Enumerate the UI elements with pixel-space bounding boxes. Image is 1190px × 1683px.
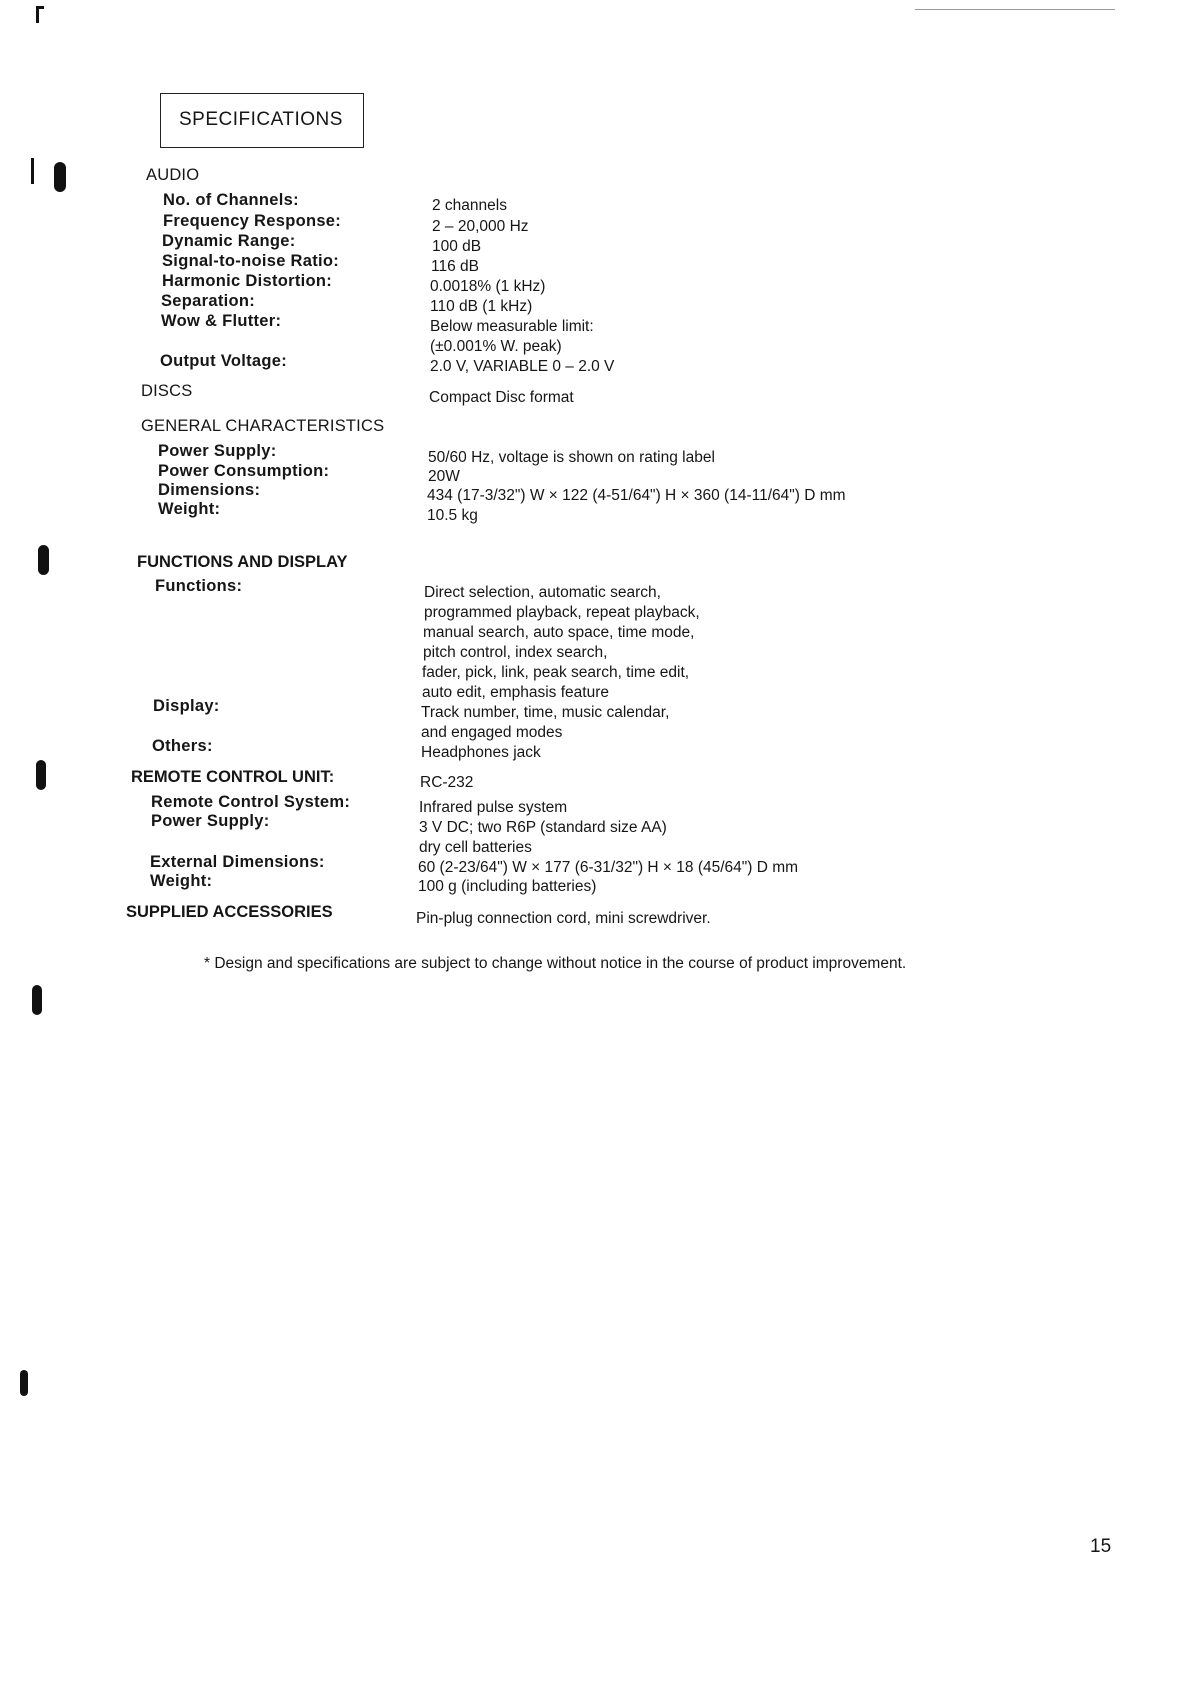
footnote: * Design and specifications are subject to change without notice in the course of product improvement.: [204, 955, 907, 972]
value-functions-line4: pitch control, index search,: [423, 644, 608, 661]
value-frequency: 2 – 20,000 Hz: [432, 218, 529, 235]
value-remote-model: RC-232: [420, 774, 474, 791]
label-remote-power: Power Supply:: [151, 812, 270, 830]
value-remote-system: Infrared pulse system: [419, 799, 568, 816]
label-dynamic: Dynamic Range:: [162, 232, 296, 250]
value-output: 2.0 V, VARIABLE 0 – 2.0 V: [430, 358, 615, 375]
value-functions-line3: manual search, auto space, time mode,: [423, 624, 695, 641]
value-display-line1: Track number, time, music calendar,: [421, 704, 670, 721]
value-accessories: Pin-plug connection cord, mini screwdriver.: [416, 910, 711, 927]
label-functions: Functions:: [155, 577, 243, 595]
value-functions-line1: Direct selection, automatic search,: [424, 584, 661, 601]
section-accessories: SUPPLIED ACCESSORIES: [126, 903, 333, 921]
label-output: Output Voltage:: [160, 352, 288, 370]
label-separation: Separation:: [161, 292, 256, 310]
value-weight: 10.5 kg: [427, 507, 478, 524]
value-channels: 2 channels: [432, 197, 507, 214]
value-snr: 116 dB: [431, 258, 479, 275]
page-title: SPECIFICATIONS: [179, 109, 343, 130]
label-external-dimensions: External Dimensions:: [150, 853, 325, 871]
title-box: [160, 93, 364, 148]
label-wow: Wow & Flutter:: [161, 312, 282, 330]
label-remote-system: Remote Control System:: [151, 793, 351, 811]
label-channels: No. of Channels:: [163, 191, 299, 209]
value-dynamic: 100 dB: [432, 238, 482, 255]
value-others: Headphones jack: [421, 744, 541, 761]
binding-mark: [31, 158, 34, 184]
scan-line: [915, 9, 1115, 10]
value-display-line2: and engaged modes: [421, 724, 563, 741]
label-snr: Signal-to-noise Ratio:: [162, 252, 340, 270]
value-functions-line2: programmed playback, repeat playback,: [424, 604, 700, 621]
value-functions-line6: auto edit, emphasis feature: [422, 684, 609, 701]
label-others: Others:: [152, 737, 213, 755]
value-wow-line1: Below measurable limit:: [430, 318, 594, 335]
value-wow-line2: (±0.001% W. peak): [430, 338, 562, 355]
binding-hole: [32, 985, 42, 1015]
label-dimensions: Dimensions:: [158, 481, 261, 499]
value-separation: 110 dB (1 kHz): [430, 298, 533, 315]
value-harmonic: 0.0018% (1 kHz): [430, 278, 546, 295]
section-discs: DISCS: [141, 382, 193, 400]
value-remote-power-line1: 3 V DC; two R6P (standard size AA): [419, 819, 667, 836]
label-remote-weight: Weight:: [150, 872, 213, 890]
binding-hole: [36, 760, 46, 790]
value-remote-weight: 100 g (including batteries): [418, 878, 597, 895]
value-functions-line5: fader, pick, link, peak search, time edit,: [422, 664, 690, 681]
value-power-consumption: 20W: [428, 468, 460, 485]
section-functions: FUNCTIONS AND DISPLAY: [137, 553, 348, 571]
value-remote-power-line2: dry cell batteries: [419, 839, 532, 856]
corner-mark-top: [36, 6, 44, 9]
label-weight: Weight:: [158, 500, 221, 518]
value-dimensions: 434 (17-3/32") W × 122 (4-51/64") H × 360 (14-11/64") D mm: [427, 487, 846, 504]
label-power-supply: Power Supply:: [158, 442, 277, 460]
label-frequency: Frequency Response:: [163, 212, 342, 230]
label-display: Display:: [153, 697, 220, 715]
binding-hole: [20, 1370, 28, 1396]
page-number: 15: [1090, 1536, 1112, 1557]
section-remote: REMOTE CONTROL UNIT:: [131, 768, 335, 786]
binding-hole: [54, 162, 66, 192]
value-external-dimensions: 60 (2-23/64") W × 177 (6-31/32") H × 18 (45/64") D mm: [418, 859, 799, 876]
value-discs: Compact Disc format: [429, 389, 574, 406]
label-harmonic: Harmonic Distortion:: [162, 272, 333, 290]
section-audio: AUDIO: [146, 166, 200, 184]
section-general: GENERAL CHARACTERISTICS: [141, 417, 385, 435]
label-power-consumption: Power Consumption:: [158, 462, 330, 480]
value-power-supply: 50/60 Hz, voltage is shown on rating label: [428, 449, 715, 466]
binding-hole: [38, 545, 49, 575]
